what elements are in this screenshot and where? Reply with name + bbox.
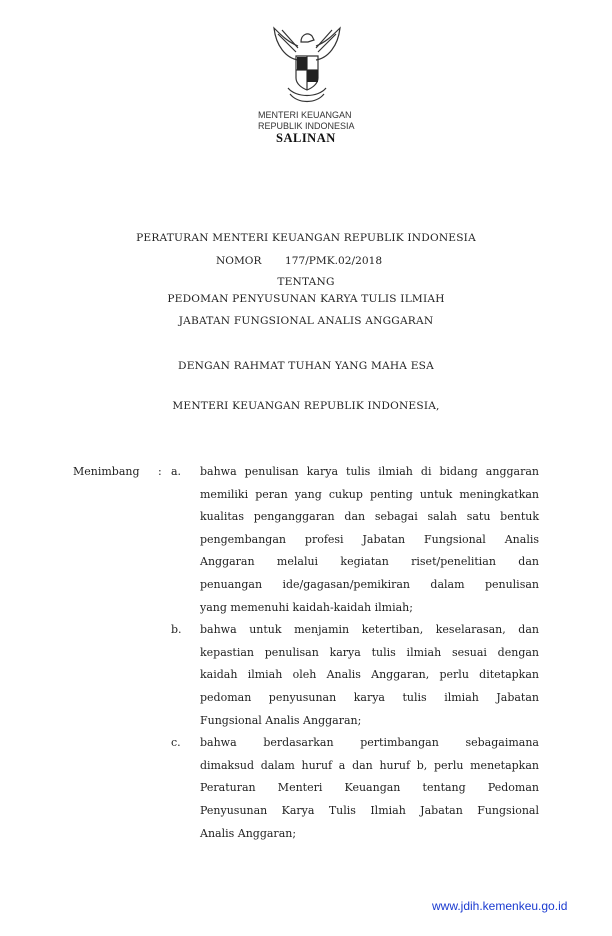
issuer: MENTERI KEUANGAN REPUBLIK INDONESIA, <box>172 400 440 412</box>
item-line: Analis Anggaran; <box>200 826 297 840</box>
item-line: pengembangan profesi Jabatan Fungsional Analis <box>200 532 539 546</box>
item-letter: c. <box>171 736 181 750</box>
item-line: kepastian penulisan karya tulis ilmiah sesuai dengan <box>200 645 539 659</box>
garuda-emblem-icon <box>268 20 346 110</box>
item-line: kaidah ilmiah oleh Analis Anggaran, perlu ditetapkan <box>200 668 539 682</box>
considering-item <box>200 619 539 732</box>
invocation: DENGAN RAHMAT TUHAN YANG MAHA ESA <box>178 360 434 372</box>
salinan-stamp: SALINAN <box>276 131 336 145</box>
considering-colon: : <box>158 465 162 478</box>
item-line: Anggaran melalui kegiatan riset/penelitian dan <box>200 555 539 569</box>
item-line: memiliki peran yang cukup penting untuk meningkatkan <box>200 487 539 501</box>
about-heading: TENTANG <box>277 276 335 288</box>
item-letter: a. <box>171 465 182 478</box>
item-line: yang memenuhi kaidah-kaidah ilmiah; <box>200 600 413 614</box>
jdih-link[interactable]: www.jdih.kemenkeu.go.id <box>432 899 568 913</box>
item-letter: b. <box>171 623 182 637</box>
regulation-title: PERATURAN MENTERI KEUANGAN REPUBLIK INDONESIA <box>136 232 476 244</box>
item-line: bahwa berdasarkan pertimbangan sebagaimana <box>200 736 539 750</box>
letterhead-line2: REPUBLIK INDONESIA <box>258 121 355 131</box>
subject-line1: PEDOMAN PENYUSUNAN KARYA TULIS ILMIAH <box>167 293 445 305</box>
item-line: Peraturan Menteri Keuangan tentang Pedoman <box>200 781 539 795</box>
regulation-number <box>216 255 382 267</box>
item-line: penuangan ide/gagasan/pemikiran dalam penulisan <box>200 577 539 591</box>
considering-item <box>200 732 539 845</box>
item-line: bahwa untuk menjamin ketertiban, keselarasan, dan <box>200 623 539 637</box>
item-line: dimaksud dalam huruf a dan huruf b, perlu menetapkan <box>200 758 539 772</box>
letterhead <box>258 110 355 132</box>
letterhead-line1: MENTERI KEUANGAN <box>258 110 352 120</box>
number-label: NOMOR <box>216 255 262 267</box>
number-value: 177/PMK.02/2018 <box>285 255 383 267</box>
item-line: pedoman penyusunan karya tulis ilmiah Jabatan <box>200 690 539 704</box>
item-line: Penyusunan Karya Tulis Ilmiah Jabatan Fungsional <box>200 803 539 817</box>
item-line: kualitas penganggaran dan sebagai salah satu bentuk <box>200 510 539 524</box>
considering-item <box>200 461 539 619</box>
item-line: Fungsional Analis Anggaran; <box>200 713 362 727</box>
subject-line2: JABATAN FUNGSIONAL ANALIS ANGGARAN <box>178 315 434 327</box>
considering-label: Menimbang <box>73 465 140 478</box>
item-line: bahwa penulisan karya tulis ilmiah di bidang anggaran <box>200 465 539 478</box>
